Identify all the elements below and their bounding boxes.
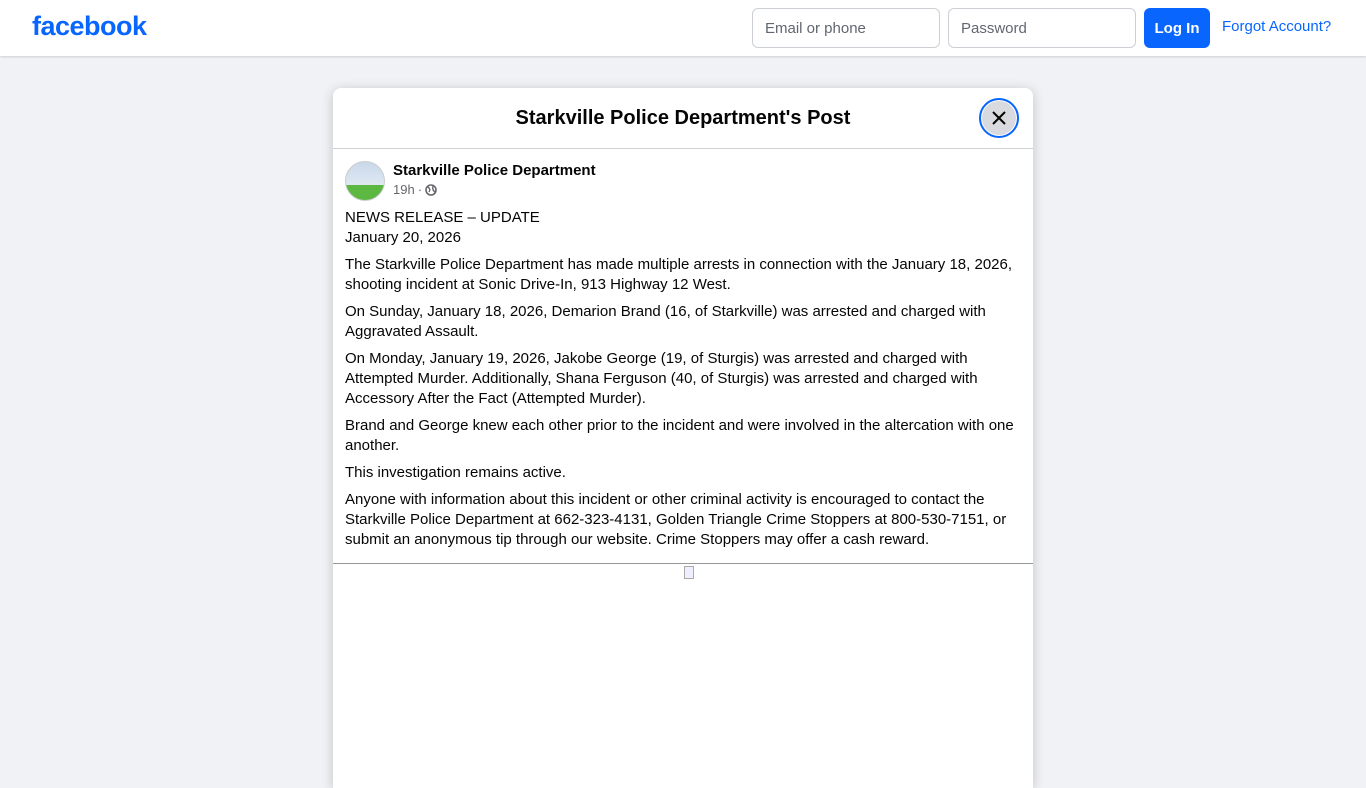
post-time[interactable]: 19h xyxy=(393,182,415,197)
post-text xyxy=(345,208,1025,557)
post-paragraph: Brand and George knew each other prior to the incident and were involved in the altercation with one another. xyxy=(345,417,1014,454)
post-date: January 20, 2026 xyxy=(345,229,461,246)
forgot-account-link[interactable]: Forgot Account? xyxy=(1222,18,1332,35)
divider xyxy=(333,563,1033,564)
password-input[interactable] xyxy=(948,8,1136,48)
post-paragraph: This investigation remains active. xyxy=(345,464,566,481)
post-paragraph: On Monday, January 19, 2026, Jakobe George (19, of Sturgis) was arrested and charged with Attempted Murder. Additionally, Shana Ferguson (40, of Sturgis) was arrested and charged with Accessory After the Fact (Attempted Murder). xyxy=(345,350,978,407)
avatar[interactable] xyxy=(345,161,385,201)
post-paragraph: On Sunday, January 18, 2026, Demarion Brand (16, of Starkville) was arrested and charged with Aggravated Assault. xyxy=(345,303,986,340)
login-button[interactable]: Log In xyxy=(1144,8,1210,48)
globe-icon xyxy=(425,184,437,196)
post-author xyxy=(345,161,596,201)
broken-image-icon[interactable] xyxy=(684,566,694,579)
close-button[interactable] xyxy=(979,98,1019,138)
modal-title: Starkville Police Department's Post xyxy=(333,88,1033,149)
email-input[interactable] xyxy=(752,8,940,48)
post-paragraph: The Starkville Police Department has made multiple arrests in connection with the January 18, 2026, shooting incident at Sonic Drive-In, 913 Highway 12 West. xyxy=(345,256,1013,293)
author-name[interactable]: Starkville Police Department xyxy=(393,162,596,179)
close-icon xyxy=(991,110,1007,126)
post-modal xyxy=(333,88,1033,788)
facebook-logo[interactable]: facebook xyxy=(32,11,147,41)
separator: · xyxy=(417,182,423,197)
top-bar xyxy=(0,0,1366,56)
post-paragraph: Anyone with information about this incident or other criminal activity is encouraged to contact the Starkville Police Department at 662-323-4131, Golden Triangle Crime Stoppers at 800-530-7151, or submit an anonymous tip through our website. Crime Stoppers may offer a cash reward. xyxy=(345,491,1007,548)
post-heading: NEWS RELEASE – UPDATE xyxy=(345,209,540,226)
